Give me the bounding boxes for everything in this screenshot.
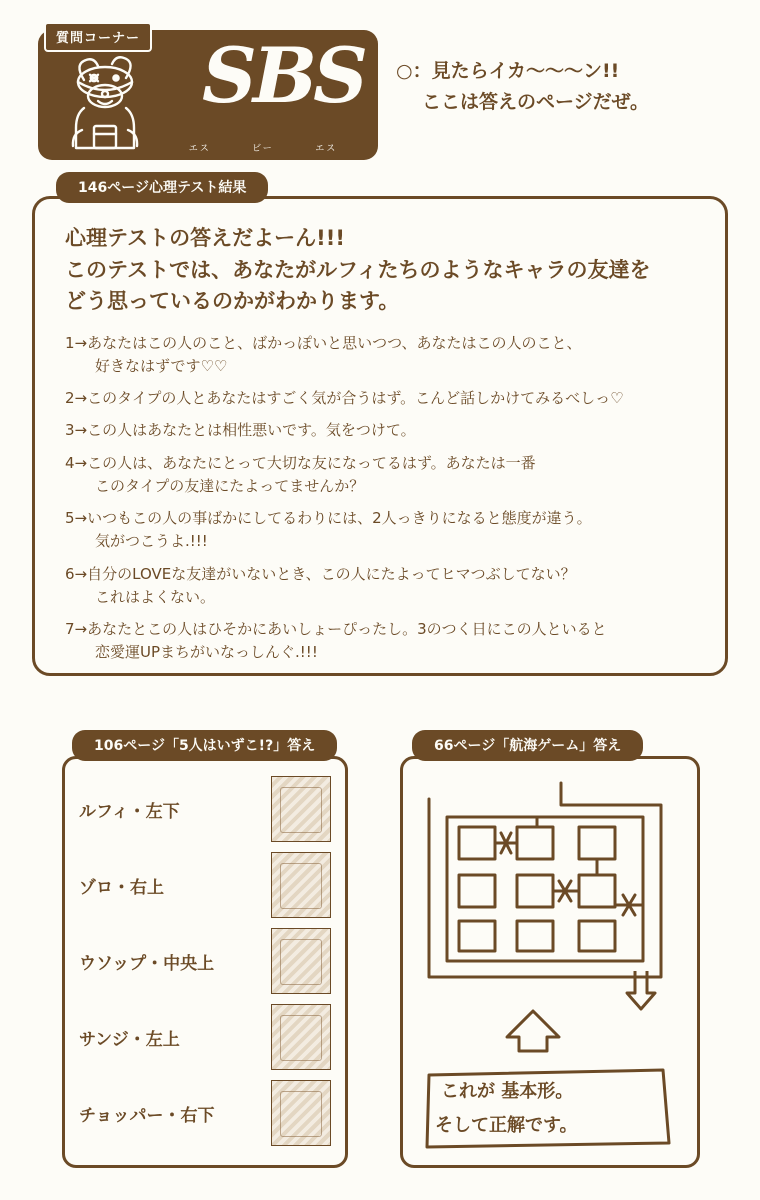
intro-line-2: ここは答えのページだぜ。	[422, 91, 650, 114]
list-item	[65, 507, 695, 554]
character-answer-label: ゾロ・右上	[79, 877, 164, 898]
answer-text: →いつもこの人の事ばかにしてるわりには、2人っきりになると態度が違う。	[74, 509, 592, 527]
furigana-b: ビー	[252, 144, 274, 154]
handwritten-note-box	[423, 1065, 673, 1151]
list-item	[65, 452, 695, 499]
main-section-label: 146ページ心理テスト結果	[56, 172, 268, 203]
furigana-s2: エス	[315, 144, 338, 154]
voyage-game-answer-panel	[400, 756, 700, 1168]
character-answer-label: ルフィ・左下	[79, 801, 180, 822]
character-answer-label: サンジ・左上	[79, 1029, 180, 1050]
psych-test-result-panel	[32, 196, 728, 676]
headline-line-2: このテストでは、あなたがルフィたちのようなキャラの友達を	[65, 257, 651, 282]
up-arrow-icon	[503, 1009, 563, 1053]
headline-line-3: どう思っているのかがわかります。	[65, 289, 400, 313]
bottom-left-section-label: 106ページ「5人はいずこ!?」答え	[72, 730, 337, 761]
sbs-logo-text: SBS	[201, 31, 364, 120]
answer-text-cont: 好きなはずです♡♡	[95, 356, 228, 375]
panel-thumbnail-sanji	[271, 1004, 331, 1070]
intro-line-1: ○：見たらイカ〜〜〜ン!!	[396, 60, 620, 82]
sbs-logo-box	[38, 30, 378, 160]
list-item	[73, 847, 337, 923]
sbs-logo-furigana	[168, 141, 358, 154]
question-corner-tag: 質問コーナー	[44, 22, 152, 52]
find-five-answers-panel	[62, 756, 348, 1168]
answer-text-cont: これはよくない。	[95, 587, 216, 606]
page-header	[0, 18, 760, 168]
answer-text-cont: 気がつこうよ.!!!	[95, 532, 208, 551]
answer-number: 4	[65, 453, 75, 472]
note-line-2: そして正解です。	[435, 1115, 578, 1136]
list-item	[73, 999, 337, 1075]
psych-test-headline	[65, 223, 695, 318]
list-item	[73, 923, 337, 999]
bottom-right-section-label: 66ページ「航海ゲーム」答え	[412, 730, 643, 761]
list-item	[65, 332, 695, 379]
answer-number: 1	[65, 333, 75, 352]
answer-text: →あなたとこの人はひそかにあいしょーぴったし。3のつく日にこの人といると	[74, 620, 607, 638]
header-intro-text	[396, 56, 746, 119]
character-answer-label: ウソップ・中央上	[79, 953, 215, 974]
answer-text: →あなたはこの人のこと、ばかっぽいと思いつつ、あなたはこの人のこと、	[74, 333, 582, 352]
answer-text: →自分のLOVEな友達がいないとき、この人にたよってヒマつぶしてない？	[74, 564, 576, 583]
answer-number: 5	[65, 509, 75, 527]
answer-number: 2	[65, 389, 75, 407]
panel-thumbnail-luffy	[271, 776, 331, 842]
panel-thumbnail-zoro	[271, 852, 331, 918]
headline-line-1: 心理テストの答えだよーん!!!	[65, 226, 345, 250]
furigana-s1: エス	[188, 144, 211, 154]
list-item	[65, 419, 695, 442]
chopper-illustration	[54, 46, 164, 154]
character-answer-label: チョッパー・右下	[79, 1105, 215, 1126]
answer-text-cont: 恋愛運UPまちがいなっしんぐ.!!!	[95, 643, 318, 662]
answer-list	[65, 332, 695, 665]
answer-number: 7	[65, 620, 75, 638]
answer-number: 3	[65, 421, 75, 440]
answer-text-cont: このタイプの友達にたよってませんか？	[95, 476, 365, 495]
maze-solution-diagram	[411, 765, 687, 1015]
list-item	[73, 771, 337, 847]
panel-thumbnail-usopp	[271, 928, 331, 994]
answer-text: →このタイプの人とあなたはすごく気が合うはず。こんど話しかけてみるべしっ♡	[74, 389, 624, 407]
note-line-1: これが 基本形。	[441, 1081, 574, 1102]
answer-text: →この人は、あなたにとって大切な友になってるはず。あなたは一番	[74, 453, 536, 472]
answer-number: 6	[65, 564, 75, 583]
answer-text: →この人はあなたとは相性悪いです。気をつけて。	[74, 421, 416, 440]
list-item	[73, 1075, 337, 1151]
list-item	[65, 563, 695, 610]
panel-thumbnail-chopper	[271, 1080, 331, 1146]
list-item	[65, 618, 695, 665]
list-item	[65, 387, 695, 410]
